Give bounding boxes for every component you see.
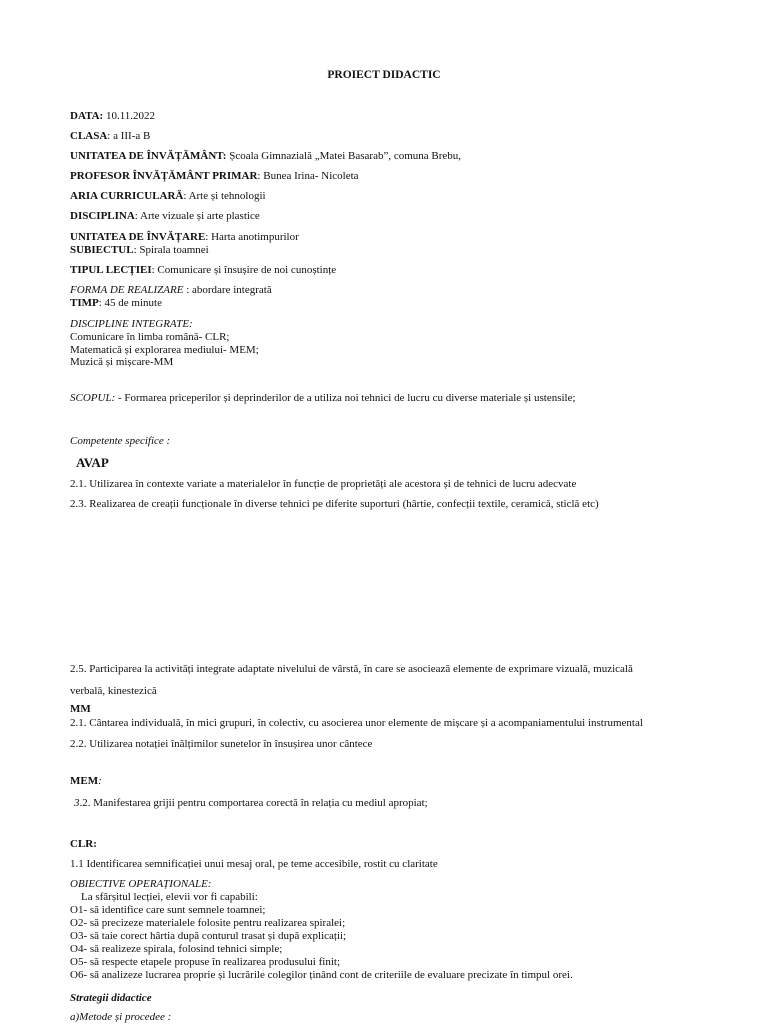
list-item: Muzică și mișcare-MM [70, 356, 174, 368]
obiective-intro: La sfârșitul lecției, elevii vor fi capabili: [70, 891, 258, 903]
avap-item-25-cont: verbală, kinestezică [70, 685, 157, 697]
field-timp [70, 297, 162, 310]
field-value: 10.11.2022 [103, 110, 156, 122]
field-label: TIMP [70, 297, 99, 309]
mem-heading [70, 775, 102, 788]
field-label: SUBIECTUL [70, 244, 134, 256]
field-label: UNITATEA DE ÎNVĂȚARE [70, 231, 206, 243]
mem-item [74, 797, 428, 810]
strategii-heading: Strategii didactice [70, 992, 152, 1004]
scopul-label: SCOPUL: [70, 392, 118, 404]
field-label: CLASA [70, 130, 108, 142]
field-profesor [70, 170, 359, 183]
field-value: Școala Gimnazială „Matei Basarab”, comuna Brebu, [226, 150, 462, 162]
avap-item: 2.1. Utilizarea în contexte variate a materialelor în funcție de proprietăți ale acestora și de tehnici de lucru adecvate [70, 478, 577, 490]
mm-item: 2.1. Cântarea individuală, în mici grupuri, în colectiv, cu asocierea unor elemente de mișcare și a acompaniamentului instrumental [70, 717, 643, 729]
mm-heading: MM [70, 703, 91, 715]
scopul-value: - Formarea priceperilor și deprinderilor de a utiliza noi tehnici de lucru cu diverse materiale și ustensile; [117, 392, 576, 404]
field-unitatea-invatare [70, 231, 299, 244]
list-item: Comunicare în limba română- CLR; [70, 331, 230, 343]
strategii-subheading: a)Metode și procedee : [70, 1011, 172, 1023]
list-item: O3- să taie corect hârtia după conturul trasat și după explicații; [70, 930, 347, 942]
mem-item-number: 3 [74, 797, 80, 809]
field-value: : Harta anotimpurilor [205, 231, 299, 243]
field-subiectul [70, 244, 209, 257]
list-item: O1- să identifice care sunt semnele toamnei; [70, 904, 266, 916]
field-disciplina [70, 210, 260, 223]
list-item: O4- să realizeze spirala, folosind tehnici simple; [70, 943, 283, 955]
discipline-integrate-heading: DISCIPLINE INTEGRATE: [70, 318, 193, 330]
field-value: : abordare integrată [183, 284, 272, 296]
obiective-heading: OBIECTIVE OPERAȚIONALE: [70, 878, 212, 890]
list-item: O6- să analizeze lucrarea proprie și lucrările colegilor ținând cont de criteriile de evaluare precizate în timpul orei. [70, 969, 573, 981]
avap-item-25: 2.5. Participarea la activități integrate adaptate nivelului de vârstă, în care se asociează elemente de exprimare vizuală, muzicală [70, 663, 633, 675]
field-label: PROFESOR ÎNVĂȚĂMÂNT PRIMAR [70, 170, 258, 182]
field-value: : a III-a B [107, 130, 151, 142]
list-item: Matematică și explorarea mediului- MEM; [70, 343, 259, 356]
field-label: DATA: [70, 110, 104, 122]
field-value: : Arte și tehnologii [183, 190, 266, 202]
field-tipul-lectiei [70, 264, 336, 277]
scopul [70, 392, 576, 405]
field-unitatea-invatamant [70, 150, 461, 163]
mem-item-text: .2. Manifestarea grijii pentru comportarea corectă în relația cu mediul apropiat; [79, 797, 428, 809]
field-label: TIPUL LECȚIEI [70, 264, 152, 276]
mem-heading-label: MEM [70, 775, 99, 787]
field-value: : Spirala toamnei [133, 244, 209, 256]
obiective-list [70, 891, 573, 982]
competente-heading: Competente specifice : [70, 435, 171, 447]
list-item: O5- să respecte etapele propuse în realizarea produsului finit; [70, 956, 340, 968]
field-value: : 45 de minute [98, 297, 162, 309]
field-value: : Comunicare și însușire de noi cunoștințe [151, 264, 337, 276]
field-data [70, 110, 155, 123]
field-value: : Arte vizuale și arte plastice [134, 210, 260, 222]
document-title: PROIECT DIDACTIC [327, 69, 441, 81]
field-label: DISCIPLINA [70, 210, 135, 222]
field-forma-realizare [70, 284, 272, 297]
field-label: ARIA CURRICULARĂ [70, 190, 184, 202]
avap-heading: AVAP [76, 455, 109, 470]
clr-item: 1.1 Identificarea semnificației unui mesaj oral, pe teme accesibile, rostit cu claritate [70, 858, 438, 870]
mm-item: 2.2. Utilizarea notației înălțimilor sunetelor în însușirea unor cântece [70, 738, 373, 750]
field-clasa [70, 130, 150, 143]
list-item: O2- să precizeze materialele folosite pentru realizarea spiralei; [70, 917, 346, 929]
clr-heading: CLR: [70, 838, 97, 850]
field-label: UNITATEA DE ÎNVĂȚĂMÂNT: [70, 150, 227, 162]
discipline-integrate-list [70, 331, 259, 369]
field-value: : Bunea Irina- Nicoleta [257, 170, 359, 182]
field-label: FORMA DE REALIZARE [70, 284, 184, 296]
avap-item: 2.3. Realizarea de creații funcționale în diverse tehnici pe diferite suporturi (hârtie, confecții textile, ceramică, sticlă etc) [70, 498, 599, 510]
field-aria-curriculara [70, 190, 266, 203]
mem-heading-suffix: : [98, 775, 102, 787]
